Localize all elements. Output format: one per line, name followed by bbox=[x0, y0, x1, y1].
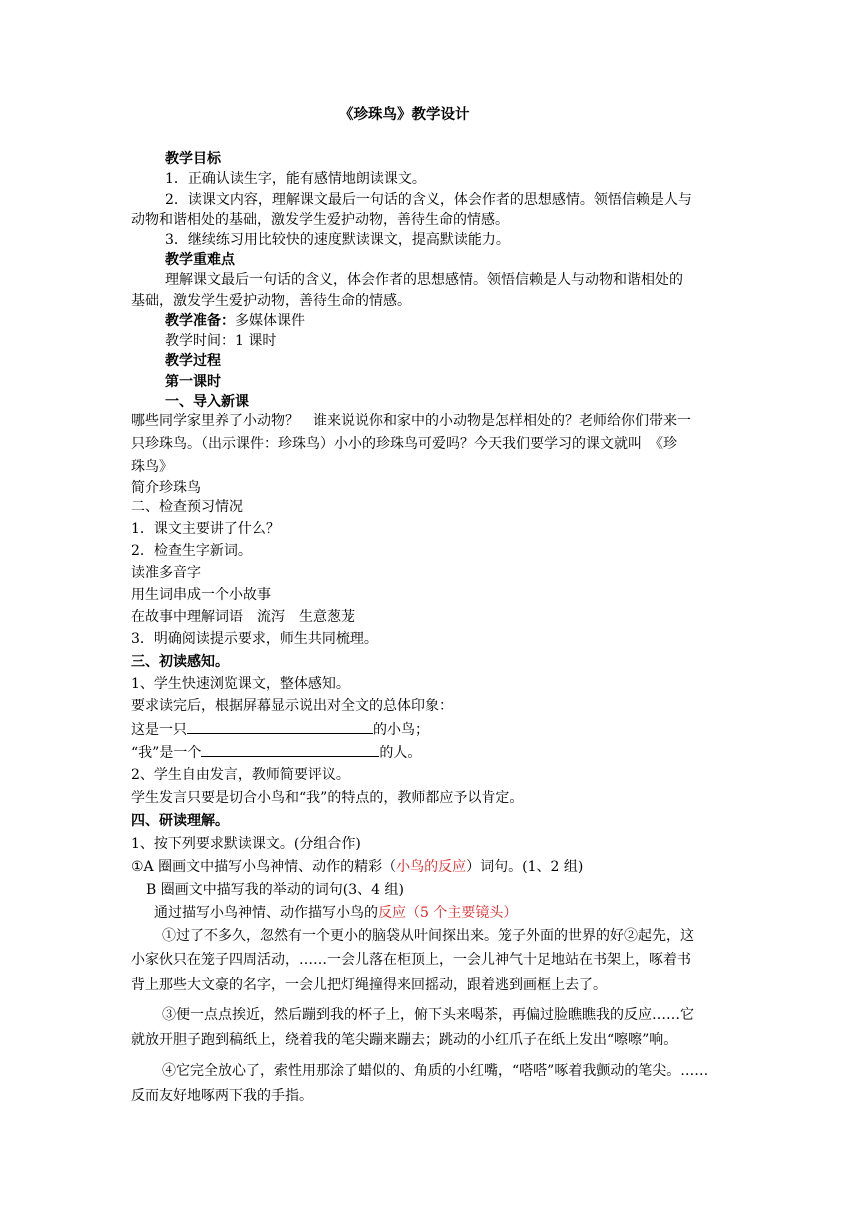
key-points-heading: 教学重难点 bbox=[165, 252, 235, 268]
key-points-line-2: 基础，激发学生爱护动物，善待生命的情感。 bbox=[131, 293, 411, 309]
quote-3-line-1: ③便一点点挨近，然后蹦到我的杯子上，俯下头来喝茶，再偏过脸瞧瞧我的反应……它 bbox=[162, 1007, 694, 1023]
time-line: 教学时间：1 课时 bbox=[165, 333, 277, 349]
prep-value: 多媒体课件 bbox=[235, 313, 305, 329]
task-a-prefix: ①A 圈画文中描写小鸟神情、动作的精彩（ bbox=[131, 859, 397, 875]
quote-1-line-2: 小家伙只在笼子四周活动，……一会儿落在柜顶上，一会儿神气十足地站在书架上，啄着书 bbox=[131, 952, 691, 968]
section-3-heading: 三、初读感知。 bbox=[131, 654, 229, 670]
quote-1-line-3: 背上那些大文豪的名字，一会儿把灯绳撞得来回摇动，跟着逃到画框上去了。 bbox=[131, 977, 607, 993]
prep-label: 教学准备： bbox=[165, 313, 235, 329]
task-a-highlight: 小鸟的反应 bbox=[396, 859, 467, 875]
fill-2-suffix: 的人。 bbox=[379, 745, 422, 761]
section-1-para-line-1: 哪些同学家里养了小动物？ 谁来说说你和家中的小动物是怎样相处的？老师给你们带来一 bbox=[131, 413, 691, 429]
goal-2-line-2: 动物和谐相处的基础，激发学生爱护动物，善待生命的情感。 bbox=[131, 212, 509, 228]
goal-2-line-1: 2．读课文内容，理解课文最后一句话的含义，体会作者的思想感情。领悟信赖是人与 bbox=[165, 192, 692, 208]
section-2-item-6: 3．明确阅读提示要求，师生共同梳理。 bbox=[131, 631, 378, 647]
task-c-highlight: 反应（5 个主要镜头） bbox=[378, 905, 518, 921]
quote-4-line-2: 反而友好地啄两下我的手指。 bbox=[131, 1088, 313, 1104]
fill-in-line-2 bbox=[131, 742, 421, 762]
quote-3-line-2: 就放开胆子跑到稿纸上，绕着我的笔尖蹦来蹦去；跳动的小红爪子在纸上发出“嚓嚓”响。 bbox=[131, 1032, 678, 1048]
section-1-intro: 简介珍珠鸟 bbox=[131, 480, 201, 496]
fill-1-suffix: 的小鸟； bbox=[373, 722, 429, 738]
section-2-heading: 二、检查预习情况 bbox=[131, 499, 243, 515]
document-title: 《珍珠鸟》教学设计 bbox=[339, 106, 470, 123]
fill-in-line-1 bbox=[131, 719, 429, 739]
section-2-item-3: 读准多音字 bbox=[131, 565, 201, 581]
quote-1-line-1: ①过了不多久，忽然有一个更小的脑袋从叶间探出来。笼子外面的世界的好②起先，这 bbox=[162, 928, 694, 944]
fill-2-blank bbox=[201, 742, 379, 757]
section-4-heading: 四、研读理解。 bbox=[131, 813, 229, 829]
section-3-item-1: 1、学生快速浏览课文，整体感知。 bbox=[131, 676, 350, 692]
section-4-task-b: B 圈画文中描写我的举动的词句(3、4 组) bbox=[146, 882, 404, 898]
section-2-item-5: 在故事中理解词语 流泻 生意葱茏 bbox=[131, 609, 355, 625]
section-3-item-4: 学生发言只要是切合小鸟和“我”的特点的，教师都应予以肯定。 bbox=[131, 790, 524, 806]
lesson-heading: 第一课时 bbox=[165, 374, 221, 390]
section-2-item-2: 2．检查生字新词。 bbox=[131, 543, 252, 559]
goals-heading: 教学目标 bbox=[165, 151, 221, 167]
task-a-suffix: ）词句。(1、2 组) bbox=[466, 859, 584, 875]
section-4-task-c bbox=[154, 903, 517, 923]
task-c-prefix: 通过描写小鸟神情、动作描写小鸟的 bbox=[154, 905, 378, 921]
fill-2-prefix: “我”是一个 bbox=[131, 745, 202, 761]
goal-3: 3．继续练习用比较快的速度默读课文，提高默读能力。 bbox=[165, 232, 510, 248]
goal-1: 1．正确认读生字，能有感情地朗读课文。 bbox=[165, 171, 426, 187]
section-1-para-line-2: 只珍珠鸟。（出示课件：珍珠鸟）小小的珍珠鸟可爱吗？今天我们要学习的课文就叫 《珍 bbox=[131, 436, 677, 452]
section-4-item-1: 1、按下列要求默读课文。(分组合作) bbox=[131, 836, 361, 852]
section-1-para-line-3: 珠鸟》 bbox=[131, 459, 173, 475]
fill-1-prefix: 这是一只 bbox=[131, 722, 187, 738]
section-2-item-4: 用生词串成一个小故事 bbox=[131, 587, 271, 603]
section-2-item-1: 1．课文主要讲了什么？ bbox=[131, 521, 280, 537]
section-4-task-a bbox=[131, 857, 583, 877]
process-heading: 教学过程 bbox=[165, 353, 221, 369]
section-3-item-3: 2、学生自由发言，教师简要评议。 bbox=[131, 767, 350, 783]
quote-4-line-1: ④它完全放心了，索性用那涂了蜡似的、角质的小红嘴，“嗒嗒”啄着我颤动的笔尖。…… bbox=[162, 1063, 709, 1079]
key-points-line-1: 理解课文最后一句话的含义，体会作者的思想感情。领悟信赖是人与动物和谐相处的 bbox=[165, 272, 683, 288]
section-1-heading: 一、导入新课 bbox=[165, 394, 249, 410]
prep-line bbox=[165, 311, 305, 331]
fill-1-blank bbox=[187, 719, 373, 734]
section-3-item-2: 要求读完后，根据屏幕显示说出对全文的总体印象： bbox=[131, 698, 453, 714]
